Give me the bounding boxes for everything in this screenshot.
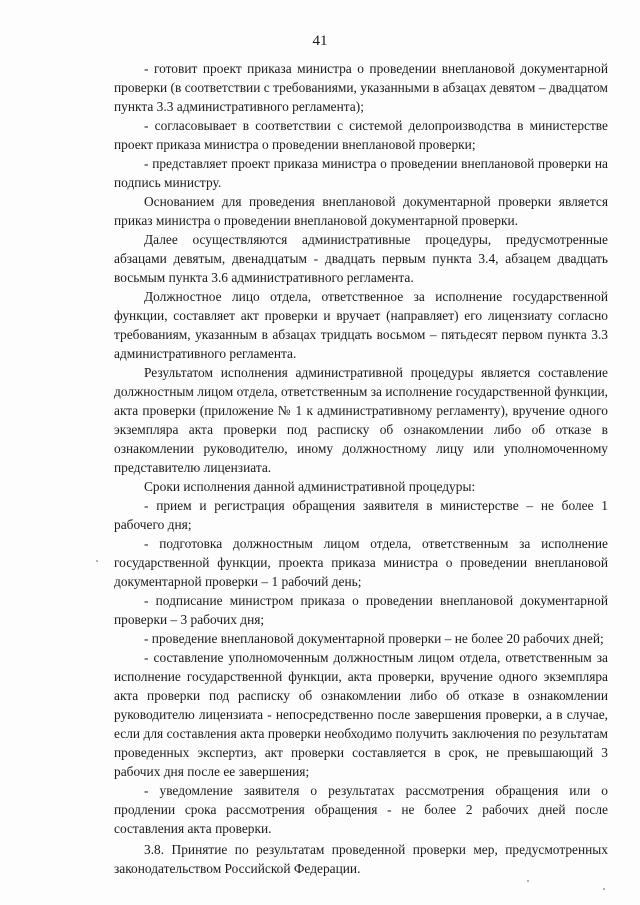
- scan-speck: [527, 880, 529, 882]
- paragraph: - представляет проект приказа министра о проведении внеплановой проверки на подпись министру.: [114, 156, 608, 190]
- paragraph: 3.8. Принятие по результатам проведенной проверки мер, предусмотренных законодательством Российской Федерации.: [114, 842, 608, 876]
- scan-speck: [603, 888, 605, 890]
- page-number: 41: [312, 33, 328, 49]
- paragraph: - уведомление заявителя о результатах рассмотрения обращения или о продлении срока рассмотрения обращения - не более 2 рабочих дней после составления акта проверки.: [114, 783, 608, 836]
- scan-speck: [96, 560, 98, 562]
- paragraph: Сроки исполнения данной административной процедуры:: [144, 479, 476, 494]
- paragraph: Должностное лицо отдела, ответственное за исполнение государственной функции, составляет акт проверки и вручает (направляет) его лицензиату согласно требованиям, указанным в абзацах тридцать восьмом – пятьдесят первом пункта 3.3 административного регламента.: [114, 289, 608, 361]
- paragraph: Далее осуществляются административные процедуры, предусмотренные абзацами девятым, двенадцатым - двадцать первым пункта 3.4, абзацем двадцать восьмым пункта 3.6 административного регламента.: [114, 232, 608, 285]
- paragraph: Основанием для проведения внеплановой документарной проверки является приказ министра о проведении внеплановой документарной проверки.: [114, 194, 608, 228]
- paragraph: - согласовывает в соответствии с системой делопроизводства в министерстве проект приказа министра о проведении внеплановой проверки;: [114, 118, 608, 152]
- paragraph: - готовит проект приказа министра о проведении внеплановой документарной проверки (в соответствии с требованиями, указанными в абзацах девятом – двадцатом пункта 3.3 административного регламента);: [114, 61, 608, 114]
- paragraph: - подготовка должностным лицом отдела, ответственным за исполнение государственной функции, проекта приказа министра о проведении внеплановой документарной проверки – 1 рабочий день;: [114, 536, 608, 589]
- paragraph: Результатом исполнения административной процедуры является составление должностным лицом отдела, ответственным за исполнение государственной функции, акта проверки (приложение № 1 к административному регламенту), вручение одного экземпляра акта проверки под расписку об ознакомлении либо об отказе в ознакомлении руководителю, иному должностному лицу или уполномоченному представителю лицензиата.: [114, 365, 608, 475]
- paragraph: - проведение внеплановой документарной проверки – не более 20 рабочих дней;: [144, 631, 604, 646]
- document-body: [114, 59, 608, 878]
- paragraph: - составление уполномоченным должностным лицом отдела, ответственным за исполнение государственной функции, акта проверки, вручение одного экземпляра акта проверки под расписку об ознакомлении либо об отказе в ознакомлении руководителю лицензиата - непосредственно после завершения проверки, а в случае, если для составления акта проверки необходимо получить заключения по результатам проведенных экспертиз, акт проверки составляется в срок, не превышающий 3 рабочих дня после ее завершения;: [114, 650, 608, 779]
- paragraph: - подписание министром приказа о проведении внеплановой документарной проверки – 3 рабочих дня;: [114, 593, 608, 627]
- paragraph: - прием и регистрация обращения заявителя в министерстве – не более 1 рабочего дня;: [114, 498, 608, 532]
